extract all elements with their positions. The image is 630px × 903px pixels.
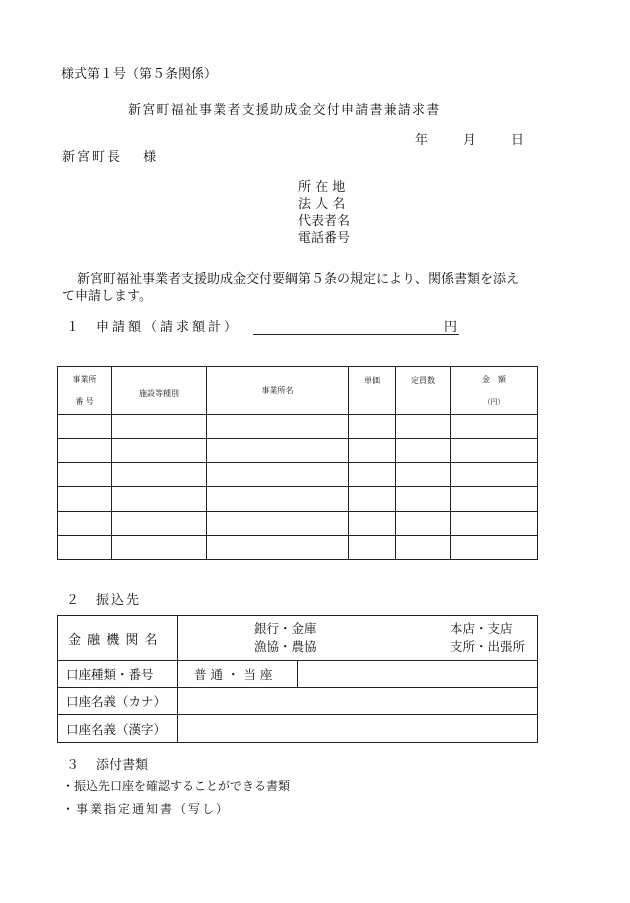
table-row (58, 415, 538, 439)
cell-office-name[interactable] (207, 415, 349, 439)
cell-office-number[interactable] (58, 463, 112, 487)
yen-unit: 円 (444, 320, 458, 335)
cell-facility-type[interactable] (112, 511, 207, 535)
month-label: 月 (463, 133, 477, 148)
account-type-label: 口座種類・番号 (58, 661, 178, 688)
cell-unit-price[interactable] (349, 535, 396, 559)
amount-underline (253, 334, 459, 335)
cell-capacity[interactable] (396, 511, 451, 535)
applicant-block (298, 179, 350, 247)
branch-option-honten-shiten[interactable]: 本店・支店 (449, 621, 513, 636)
bank-name-label: 金 融 機 関 名 (58, 616, 178, 661)
cell-facility-type[interactable] (112, 439, 207, 463)
year-label: 年 (415, 133, 429, 148)
cell-amount[interactable] (451, 535, 538, 559)
facility-table-header (58, 367, 538, 415)
day-label: 日 (511, 133, 525, 148)
account-holder-kanji-label: 口座名義（漢字） (58, 715, 178, 743)
table-row (58, 511, 538, 535)
bank-name-row (58, 616, 538, 661)
account-holder-kanji-row (58, 715, 538, 743)
addressee: 新宮町長 様 (62, 150, 159, 165)
bank-name-field[interactable] (178, 616, 538, 661)
body-text-line-1: 新宮町福祉事業者支援助成金交付要綱第５条の規定により、関係書類を添え (77, 272, 520, 287)
account-number-field[interactable] (298, 661, 538, 688)
cell-office-number[interactable] (58, 415, 112, 439)
cell-amount[interactable] (451, 511, 538, 535)
cell-unit-price[interactable] (349, 511, 396, 535)
cell-amount[interactable] (451, 487, 538, 511)
section-1-label: 申請額（請求額計） (96, 320, 241, 335)
cell-unit-price[interactable] (349, 439, 396, 463)
header-unit-price: 単価 (349, 367, 396, 415)
account-type-row (58, 661, 538, 688)
account-holder-kana-label: 口座名義（カナ） (58, 688, 178, 715)
cell-facility-type[interactable] (112, 415, 207, 439)
bank-option-gyokyo-nokyo[interactable]: 漁協・農協 (254, 639, 317, 654)
cell-capacity[interactable] (396, 463, 451, 487)
address-label: 所 在 地 (298, 180, 346, 195)
body-text-line-2: て申請します。 (62, 289, 152, 304)
table-row (58, 439, 538, 463)
header-capacity: 定員数 (396, 367, 451, 415)
cell-amount[interactable] (451, 415, 538, 439)
form-number: 様式第１号（第５条関係） (61, 67, 218, 82)
account-type-options[interactable]: 普 通 ・ 当 座 (178, 661, 298, 688)
cell-facility-type[interactable] (112, 535, 207, 559)
cell-capacity[interactable] (396, 439, 451, 463)
branch-type-options (450, 620, 525, 656)
representative-label: 代表者名 (298, 214, 351, 229)
section-1-number: １ (66, 320, 80, 335)
cell-office-name[interactable] (207, 535, 349, 559)
table-row (58, 535, 538, 559)
cell-office-name[interactable] (207, 511, 349, 535)
cell-amount[interactable] (451, 463, 538, 487)
bank-option-bank-kinko[interactable]: 銀行・金庫 (254, 621, 317, 636)
cell-office-name[interactable] (207, 463, 349, 487)
cell-office-name[interactable] (207, 439, 349, 463)
cell-unit-price[interactable] (349, 463, 396, 487)
cell-capacity[interactable] (396, 535, 451, 559)
section-2-number: ２ (66, 593, 80, 608)
cell-office-number[interactable] (58, 439, 112, 463)
document-title: 新宮町福祉事業者支援助成金交付申請書兼請求書 (128, 103, 441, 118)
table-row (58, 487, 538, 511)
cell-office-number[interactable] (58, 487, 112, 511)
branch-option-shisho-shuchojo[interactable]: 支所・出張所 (449, 639, 525, 654)
phone-number-label: 電話番号 (298, 231, 351, 246)
cell-facility-type[interactable] (112, 463, 207, 487)
section-3-label: 添付書類 (96, 758, 149, 773)
header-amount: 金 額 （円） (451, 367, 538, 415)
header-facility-type: 施設等種別 (112, 367, 207, 415)
account-holder-kana-field[interactable] (178, 688, 538, 715)
account-holder-kana-row (58, 688, 538, 715)
cell-unit-price[interactable] (349, 415, 396, 439)
table-row (58, 463, 538, 487)
cell-office-number[interactable] (58, 511, 112, 535)
section-2-label: 振込先 (96, 593, 142, 608)
facility-table (57, 366, 538, 560)
cell-facility-type[interactable] (112, 487, 207, 511)
cell-unit-price[interactable] (349, 487, 396, 511)
attachment-item: ・振込先口座を確認することができる書類 (62, 779, 291, 793)
cell-capacity[interactable] (396, 487, 451, 511)
bank-account-table (57, 615, 538, 743)
cell-capacity[interactable] (396, 415, 451, 439)
corporation-name-label: 法 人 名 (298, 197, 346, 212)
header-office-name: 事業所名 (207, 367, 349, 415)
section-3-number: ３ (66, 758, 80, 773)
cell-amount[interactable] (451, 439, 538, 463)
bank-type-options (254, 620, 317, 656)
account-holder-kanji-field[interactable] (178, 715, 538, 743)
cell-office-name[interactable] (207, 487, 349, 511)
header-office-number: 事業所 番 号 (58, 367, 112, 415)
cell-office-number[interactable] (58, 535, 112, 559)
attachment-item: ・事業指定通知書（写し） (62, 802, 231, 816)
